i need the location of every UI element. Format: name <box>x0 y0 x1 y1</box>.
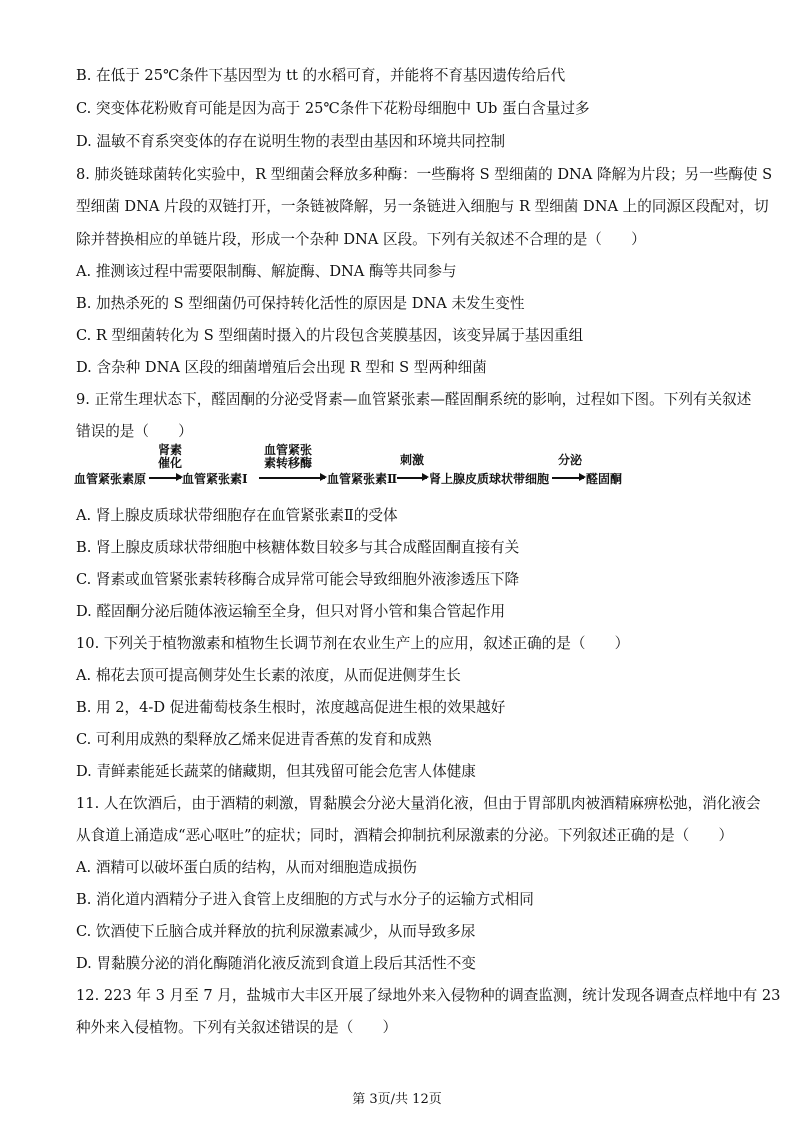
option-d-q11: D. 胃黏膜分泌的消化酶随消化液反流到食道上段后其活性不变 <box>76 955 476 972</box>
option-d-q8: D. 含杂种 DNA 区段的细菌增殖后会出现 R 型和 S 型两种细菌 <box>76 359 487 376</box>
option-b-q11: B. 消化道内酒精分子进入食管上皮细胞的方式与水分子的运输方式相同 <box>76 891 534 908</box>
flow-arrow-2 <box>259 477 325 479</box>
flow-arrow1-label-top: 肾素 <box>157 443 182 457</box>
option-b-q8: B. 加热杀死的 S 型细菌仍可保持转化活性的原因是 DNA 未发生变性 <box>76 295 525 312</box>
question-10: 10. 下列关于植物激素和植物生长调节剂在农业生产上的应用，叙述正确的是（ ） <box>76 635 630 652</box>
raas-flow-diagram <box>74 444 634 488</box>
flow-arrow3-label: 刺激 <box>399 453 424 467</box>
question-8-line-3: 除并替换相应的单链片段，形成一个杂种 DNA 区段。下列有关叙述不合理的是（ ） <box>76 231 646 248</box>
page-footer: 第 3页/共 12页 <box>352 1092 442 1107</box>
option-d-q10: D. 青鲜素能延长蔬菜的储藏期，但其残留可能会危害人体健康 <box>76 763 476 780</box>
option-b-q10: B. 用 2，4-D 促进葡萄枝条生根时，浓度越高促进生根的效果越好 <box>76 699 506 716</box>
flow-arrow2-label-top: 血管紧张 <box>263 443 312 457</box>
option-c-q8: C. R 型细菌转化为 S 型细菌时摄入的片段包含荚膜基因，该变异属于基因重组 <box>76 327 584 344</box>
flow-arrow2-label-bottom: 素转移酶 <box>263 456 312 470</box>
option-c-q11: C. 饮酒使下丘脑合成并释放的抗利尿激素减少，从而导致多尿 <box>76 923 476 940</box>
flow-node-angiotensin-2: 血管紧张素Ⅱ <box>327 472 398 486</box>
option-a-q10: A. 棉花去顶可提高侧芽处生长素的浓度，从而促进侧芽生长 <box>76 667 461 684</box>
flow-arrow4-label: 分泌 <box>557 453 582 467</box>
flow-node-angiotensinogen: 血管紧张素原 <box>74 472 147 486</box>
option-a-q8: A. 推测该过程中需要限制酶、解旋酶、DNA 酶等共同参与 <box>76 263 457 280</box>
flow-node-angiotensin-1: 血管紧张素Ⅰ <box>182 472 248 486</box>
question-8-line-2: 型细菌 DNA 片段的双链打开，一条链被降解，另一条链进入细胞与 R 型细菌 DNA 上的同源区段配对，切 <box>76 198 769 215</box>
option-a-q9: A. 肾上腺皮质球状带细胞存在血管紧张素Ⅱ的受体 <box>76 507 398 524</box>
flow-node-zona-glomerulosa: 肾上腺皮质球状带细胞 <box>429 472 550 486</box>
flow-arrow1-label <box>152 444 188 470</box>
option-c-q7: C. 突变体花粉败育可能是因为高于 25℃条件下花粉母细胞中 Ub 蛋白含量过多 <box>76 100 590 117</box>
option-b-q7: B. 在低于 25℃条件下基因型为 tt 的水稻可育，并能将不育基因遗传给后代 <box>76 67 566 84</box>
question-11-line-2: 从食道上涌造成“恶心呕吐”的症状；同时，酒精会抑制抗利尿激素的分泌。下列叙述正确的是（ ） <box>76 827 734 844</box>
question-11-line-1: 11. 人在饮酒后，由于酒精的刺激，胃黏膜会分泌大量消化液，但由于胃部肌肉被酒精麻痹松弛，消化液会 <box>76 795 761 812</box>
option-d-q7: D. 温敏不育系突变体的存在说明生物的表型由基因和环境共同控制 <box>76 133 506 150</box>
option-b-q9: B. 肾上腺皮质球状带细胞中核糖体数目较多与其合成醛固酮直接有关 <box>76 539 520 556</box>
option-c-q10: C. 可利用成熟的梨释放乙烯来促进青香蕉的发育和成熟 <box>76 731 432 748</box>
question-12-line-1: 12. 223 年 3 月至 7 月，盐城市大丰区开展了绿地外来入侵物种的调查监测，统计发现各调查点样地中有 23 <box>76 987 781 1004</box>
flow-node-aldosterone: 醛固酮 <box>586 472 623 486</box>
flow-arrow-3 <box>397 477 427 479</box>
question-8-line-1: 8. 肺炎链球菌转化实验中，R 型细菌会释放多种酶：一些酶将 S 型细菌的 DNA 降解为片段；另一些酶使 S <box>76 166 773 183</box>
flow-arrow2-label <box>262 444 314 470</box>
option-d-q9: D. 醛固酮分泌后随体液运输至全身，但只对肾小管和集合管起作用 <box>76 603 506 620</box>
flow-arrow-1 <box>149 477 181 479</box>
flow-arrow1-label-bottom: 催化 <box>157 456 182 470</box>
question-9-line-1: 9. 正常生理状态下，醛固酮的分泌受肾素—血管紧张素—醛固酮系统的影响，过程如下图。下列有关叙述 <box>76 391 752 408</box>
option-c-q9: C. 肾素或血管紧张素转移酶合成异常可能会导致细胞外液渗透压下降 <box>76 571 520 588</box>
question-9-line-2: 错误的是（ ） <box>76 423 193 440</box>
flow-arrow-4 <box>552 477 584 479</box>
question-12-line-2: 种外来入侵植物。下列有关叙述错误的是（ ） <box>76 1019 398 1036</box>
option-a-q11: A. 酒精可以破坏蛋白质的结构，从而对细胞造成损伤 <box>76 859 417 876</box>
